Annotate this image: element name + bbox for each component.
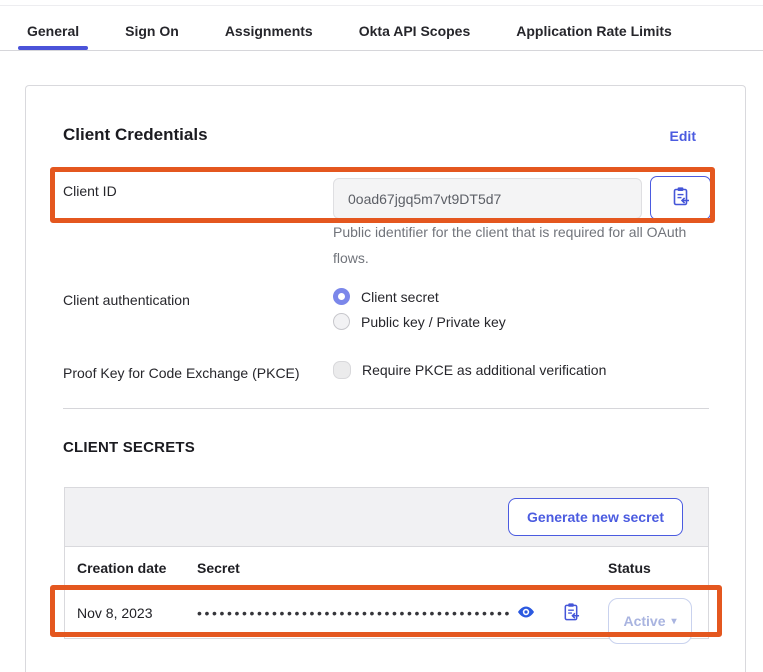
table-header-row bbox=[65, 547, 708, 588]
table-row bbox=[65, 588, 708, 638]
masked-secret-value: •••••••••••••••••••••••••••••••••••••••••• bbox=[197, 605, 513, 621]
client-id-label: Client ID bbox=[63, 183, 117, 199]
clipboard-copy-icon bbox=[671, 186, 690, 210]
secret-cell bbox=[197, 602, 608, 625]
column-header-status: Status bbox=[608, 559, 651, 576]
section-divider bbox=[63, 408, 709, 409]
status-cell bbox=[608, 590, 708, 636]
section-title: Client Credentials bbox=[63, 125, 208, 144]
radio-client-secret[interactable] bbox=[333, 288, 439, 305]
copy-secret-button[interactable] bbox=[562, 602, 580, 625]
client-id-help-text: Public identifier for the client that is required for all OAuth flows. bbox=[333, 224, 687, 266]
checkbox-unchecked-icon bbox=[333, 361, 351, 379]
radio-unselected-icon bbox=[333, 313, 350, 330]
radio-public-private-key-label: Public key / Private key bbox=[361, 313, 506, 330]
app-tabbar bbox=[0, 6, 763, 51]
table-toolbar bbox=[65, 488, 708, 547]
creation-date-cell: Nov 8, 2023 bbox=[77, 605, 153, 621]
client-credentials-card bbox=[25, 85, 746, 672]
pkce-label: Proof Key for Code Exchange (PKCE) bbox=[63, 365, 300, 381]
column-header-secret: Secret bbox=[197, 559, 240, 576]
reveal-secret-button[interactable] bbox=[516, 602, 536, 625]
generate-new-secret-button[interactable]: Generate new secret bbox=[508, 498, 683, 536]
radio-public-private-key[interactable] bbox=[333, 313, 506, 330]
status-dropdown-button[interactable] bbox=[608, 598, 692, 644]
radio-selected-icon bbox=[333, 288, 350, 305]
tab-sign-on[interactable]: Sign On bbox=[125, 23, 179, 39]
pkce-option-label: Require PKCE as additional verification bbox=[362, 362, 607, 378]
caret-down-icon: ▾ bbox=[671, 615, 677, 627]
eye-icon bbox=[516, 602, 536, 625]
client-id-input[interactable] bbox=[333, 178, 642, 219]
client-secrets-title: CLIENT SECRETS bbox=[63, 439, 195, 456]
tab-assignments[interactable]: Assignments bbox=[224, 23, 313, 39]
pkce-checkbox-row[interactable] bbox=[333, 361, 606, 379]
tab-application-rate-limits[interactable]: Application Rate Limits bbox=[516, 23, 672, 39]
client-secrets-table bbox=[64, 487, 709, 639]
status-label: Active bbox=[623, 613, 666, 629]
edit-link[interactable]: Edit bbox=[669, 128, 696, 144]
tab-general[interactable]: General bbox=[26, 13, 80, 49]
tab-okta-api-scopes[interactable]: Okta API Scopes bbox=[358, 23, 471, 39]
radio-client-secret-label: Client secret bbox=[361, 288, 439, 305]
clipboard-copy-icon bbox=[562, 602, 580, 625]
copy-client-id-button[interactable] bbox=[650, 176, 711, 220]
client-authentication-label: Client authentication bbox=[63, 292, 190, 308]
column-header-creation-date: Creation date bbox=[77, 559, 167, 576]
